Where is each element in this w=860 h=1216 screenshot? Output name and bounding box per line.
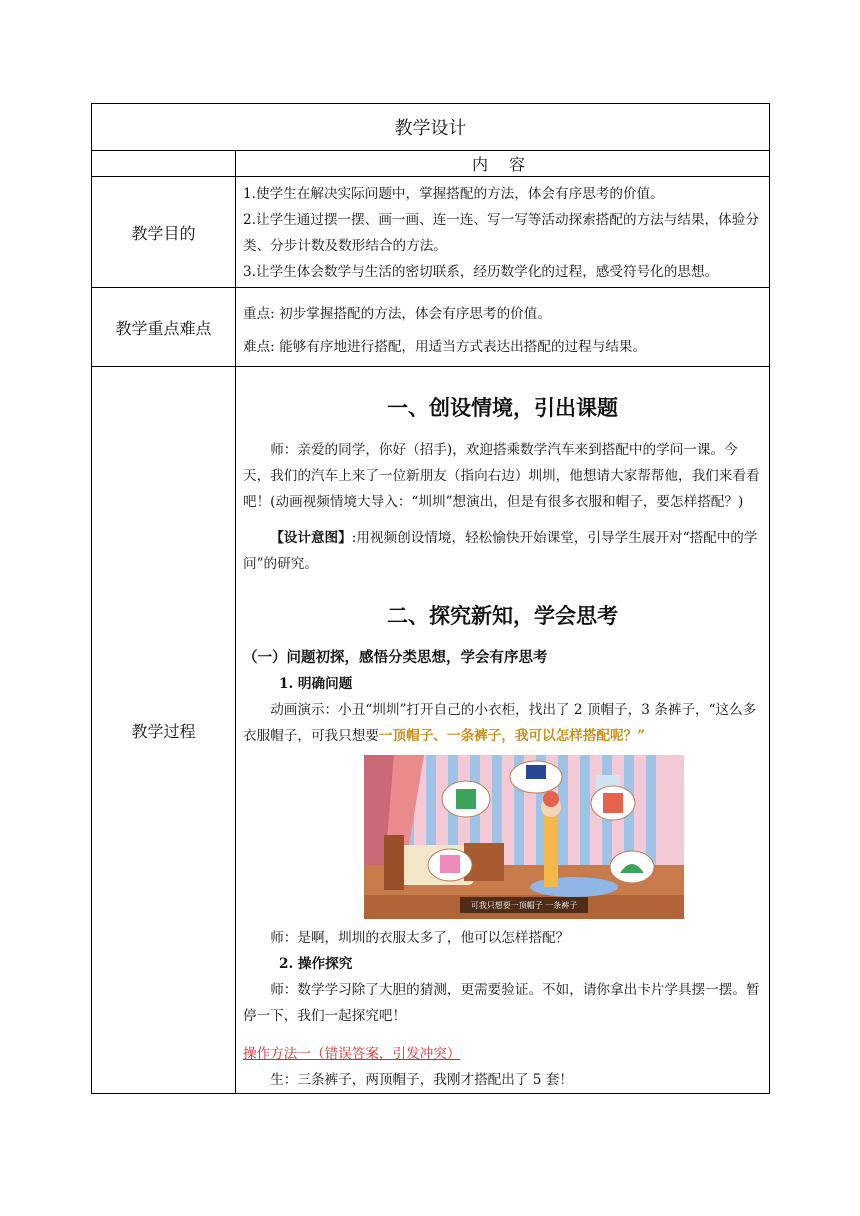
step-title: 1. 明确问题	[279, 676, 353, 692]
step-paragraph: 师：数学学习除了大胆的猜测，更需要验证。不如，请你拿出卡片学具摆一摆。暂停一下，我们一起探究吧！	[243, 982, 760, 1024]
document-title: 教学设计	[92, 104, 770, 151]
goal-item: 1.使学生在解决实际问题中，掌握搭配的方法，体会有序思考的价值。	[243, 186, 664, 202]
process-content	[236, 367, 770, 1094]
design-intent-label: 【设计意图】	[270, 530, 352, 546]
step-title: 2. 操作探究	[279, 956, 353, 972]
lesson-plan-table	[91, 103, 770, 1094]
illustration-caption: 可我只想要一顶帽子 一条裤子	[470, 901, 578, 910]
student-reply: 生：三条裤子，两顶帽子，我刚才搭配出了 5 套！	[270, 1072, 573, 1088]
goals-content	[236, 177, 770, 288]
keypoints-content	[236, 288, 770, 367]
process-label: 教学过程	[92, 367, 236, 1094]
subsection-title: （一）问题初探，感悟分类思想，学会有序思考	[243, 650, 548, 666]
goal-item: 3.让学生体会数学与生活的密切联系，经历数学化的过程，感受符号化的思想。	[243, 264, 719, 280]
keypoint-focus: 重点: 初步掌握搭配的方法，体会有序思考的价值。	[243, 306, 551, 322]
teacher-line: 师：是啊，圳圳的衣服太多了，他可以怎样搭配？	[270, 930, 570, 946]
section-title: 一、创设情境，引出课题	[387, 396, 618, 420]
clown-wardrobe-illustration	[364, 755, 684, 919]
intro-paragraph: 师：亲爱的同学，你好（招手)，欢迎搭乘数学汽车来到搭配中的学问一课。今天，我们的汽车上来了一位新朋友（指向右边）圳圳，他想请大家帮帮他，我们来看看吧！(动画视频情境大导入：“圳圳”想演出，但是有很多衣服和帽子，要怎样搭配？)	[243, 442, 760, 510]
method-link[interactable]	[243, 1041, 762, 1067]
step-paragraph-text: 动画演示：小丑“圳圳”打开自己的小衣柜，找出了 2 顶帽子，3 条裤子，“这么多衣服帽子，可我只想要	[243, 702, 757, 744]
illustration-svg	[364, 755, 684, 919]
design-intent-text: :用视频创设情境，轻松愉快开始课堂，引导学生展开对“搭配中的学问”的研究。	[243, 530, 758, 572]
goals-label: 教学目的	[92, 177, 236, 288]
content-header: 内 容	[236, 151, 770, 177]
keypoints-label: 教学重点难点	[92, 288, 236, 367]
step-paragraph	[243, 697, 762, 749]
keypoint-difficulty: 难点: 能够有序地进行搭配，用适当方式表达出搭配的过程与结果。	[243, 339, 647, 355]
header-empty-cell	[92, 151, 236, 177]
design-intent	[243, 525, 762, 577]
goal-item: 2.让学生通过摆一摆、画一画、连一连、写一写等活动探索搭配的方法与结果，体验分类、分步计数及数形结合的方法。	[243, 212, 759, 254]
step-highlight-text: 一顶帽子、一条裤子，我可以怎样搭配呢？”	[378, 728, 646, 744]
section-title: 二、探究新知，学会思考	[387, 604, 618, 628]
method-link-text[interactable]: 操作方法一（错误答案，引发冲突）	[243, 1046, 461, 1062]
